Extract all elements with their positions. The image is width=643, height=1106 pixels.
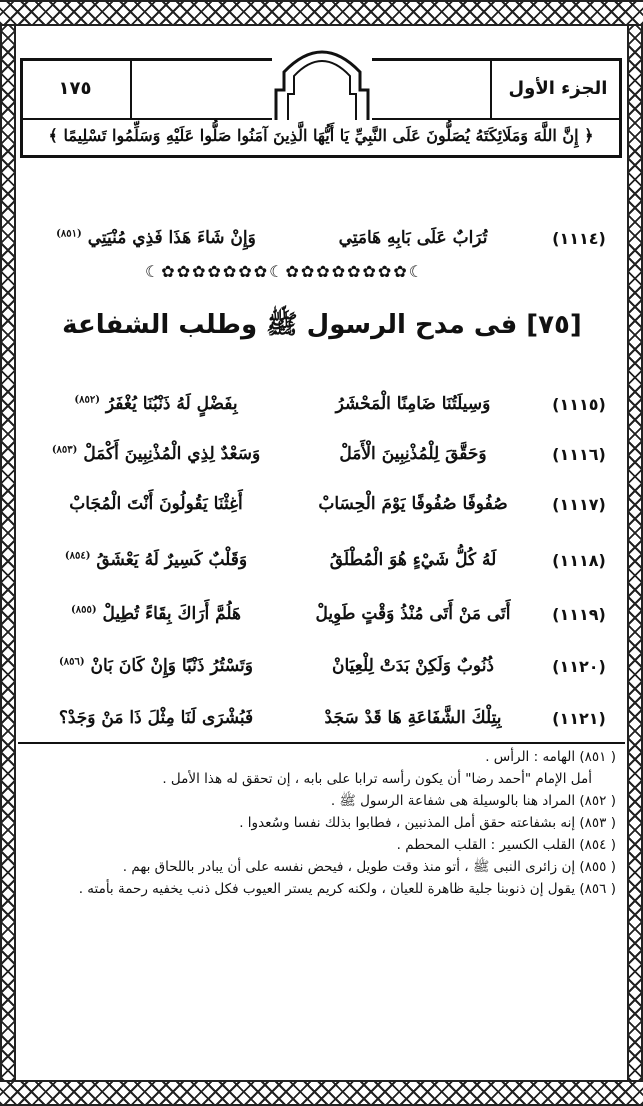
verse-first-hemistich: تُرَابٌ عَلَى بَابِهِ هَامَتِي [338, 228, 488, 248]
verse-number: (١١١٥) [552, 394, 606, 414]
verse-first-hemistich: وَسِيلَتُنَا ضَامِنًا الْمَحْشَرُ [335, 394, 491, 414]
verse-row [24, 540, 620, 580]
footnote-marker: (٨٥١) [56, 228, 82, 240]
footnotes [36, 746, 616, 900]
verse-second-hemistich [24, 708, 288, 728]
section-title: [٧٥] فى مدح الرسول ﷺ وطلب الشفاعة [62, 310, 582, 340]
verse-row [24, 484, 620, 524]
page-number: ١٧٥ [20, 58, 132, 118]
verse-number: (١١١٧) [552, 494, 606, 514]
verse-number: (١١١٤) [552, 228, 606, 248]
verse-second-hemistich [24, 550, 288, 570]
footnote-851: ( ٨٥١) الهامه : الرأس . [485, 749, 616, 765]
verse-first-hemistich: صُفُوفًا صُفُوفًا يَوْمَ الْحِسَابْ [318, 494, 508, 514]
footnote-851-text: أمل الإمام "أحمد رضا" أن يكون رأسه ترابا على بابه ، إن تحقق له هذا الأمل . [162, 771, 592, 787]
verse-second-hemistich [24, 604, 288, 624]
page-border-bottom [0, 1080, 643, 1106]
top-verse [24, 218, 620, 262]
footnote-marker: (٨٥٢) [74, 394, 100, 406]
verse-row [24, 434, 620, 474]
verse-first-hemistich: أَتَى مَنْ أَتَى مُنْذُ وَقْتٍ طَوِيلْ [315, 604, 511, 624]
verse-row [24, 698, 620, 738]
verse-number: (١١١٨) [552, 550, 606, 570]
verse-number: (١١١٩) [552, 604, 606, 624]
verse-first-hemistich: ذُنُوبٌ وَلَكِنْ بَدَتْ لِلْعِيَانْ [331, 656, 495, 676]
dome-crescent-icon [272, 38, 372, 120]
part-label: الجزء الأول [490, 58, 624, 118]
verse-first-hemistich: لَهُ كُلُّ شَيْءٍ هُوَ الْمُطْلَقُ [329, 550, 497, 570]
hemistich-text: هَلُمَّ أَرَاكَ بِقَاءً تُطِيلْ [102, 604, 242, 624]
footnote-marker: (٨٥٥) [70, 604, 97, 616]
hemistich-text: وَإِنْ شَاءَ هَذَا فَذِي مُنْيَتِي [87, 228, 256, 248]
verse-row [24, 218, 620, 258]
footnote-marker: (٨٥٦) [59, 656, 85, 668]
verse-first-hemistich: بِتِلْكَ الشَّفَاعَةِ هَا قَدْ سَجَدْ [324, 708, 502, 728]
verse-row [24, 646, 620, 686]
ornament-divider: ☾✿✿✿✿✿✿✿☾✿✿✿✿✿✿✿✿☾ [144, 262, 426, 281]
page-border-left [0, 26, 16, 1080]
quran-verse: ﴿ إِنَّ اللَّهَ وَمَلَائِكَتَهُ يُصَلُّونَ عَلَى النَّبِيِّ يَا أَيُّهَا الَّذِينَ آمَنُوا صَلُّوا عَلَيْهِ وَسَلِّمُوا تَسْلِيمًا ﴾ [48, 126, 594, 145]
footnote-852: ( ٨٥٢) المراد هنا بالوسيلة هى شفاعة الرسول ﷺ . [330, 793, 616, 809]
footnote-856: ( ٨٥٦) يقول إن ذنوبنا جلية ظاهرة للعيان ، ولكنه كريم يستر العيوب فكل ذنب يخفيه رحمة بأمته . [78, 881, 616, 897]
verse-second-hemistich [24, 494, 288, 514]
page-border-top [0, 0, 643, 26]
footnote-855: ( ٨٥٥) إن زائرى النبى ﷺ ، أتو منذ وقت طويل ، فيحض نفسه على أن يبادر باللحاق بهم . [122, 859, 616, 875]
verse-second-hemistich [24, 656, 288, 676]
footnote-854: ( ٨٥٤) القلب الكسير : القلب المحطم . [396, 837, 616, 853]
hemistich-text: وَقَلْبٌ كَسِيرٌ لَهُ يَعْشَقُ [96, 550, 248, 570]
verse-row [24, 594, 620, 634]
hemistich-text: بِفَضْلٍ لَهُ ذَنْبُنَا يُغْفَرُ [105, 394, 238, 414]
verse-number: (١١٢٠) [552, 656, 606, 676]
hemistich-text: وَسَعْدٌ لِذِي الْمُذْنِبِينَ أَكْمَلْ [83, 444, 261, 464]
verse-second-hemistich [24, 228, 288, 248]
footnote-marker: (٨٥٤) [64, 550, 91, 562]
hemistich-text: فَبُشْرَى لَنَا مِثْلَ ذَا مَنْ وَجَدْ؟ [58, 708, 254, 728]
poem-body [24, 384, 620, 734]
footnote-divider [18, 742, 625, 744]
page-header [20, 38, 622, 174]
verse-row [24, 384, 620, 424]
footnote-853: ( ٨٥٣) إنه بشفاعته حقق أمل المذنبين ، فطابوا بذلك نفسا وسُعدوا . [239, 815, 616, 831]
hemistich-text: أَغِثْنَا يَقُولُونَ أَنْتَ الْمُجَابْ [69, 494, 243, 514]
hemistich-text: وَتَسْتُرُ ذَنْبًا وَإِنْ كَانَ بَانْ [90, 656, 253, 676]
footnote-marker: (٨٥٣) [51, 444, 78, 456]
verse-number: (١١٢١) [552, 708, 606, 728]
verse-first-hemistich: وَحَقَّقَ لِلْمُذْنِبِينَ الْأَمَلْ [339, 444, 487, 464]
page-border-right [627, 26, 643, 1080]
verse-second-hemistich [24, 444, 288, 464]
verse-second-hemistich [24, 394, 288, 414]
verse-number: (١١١٦) [552, 444, 606, 464]
